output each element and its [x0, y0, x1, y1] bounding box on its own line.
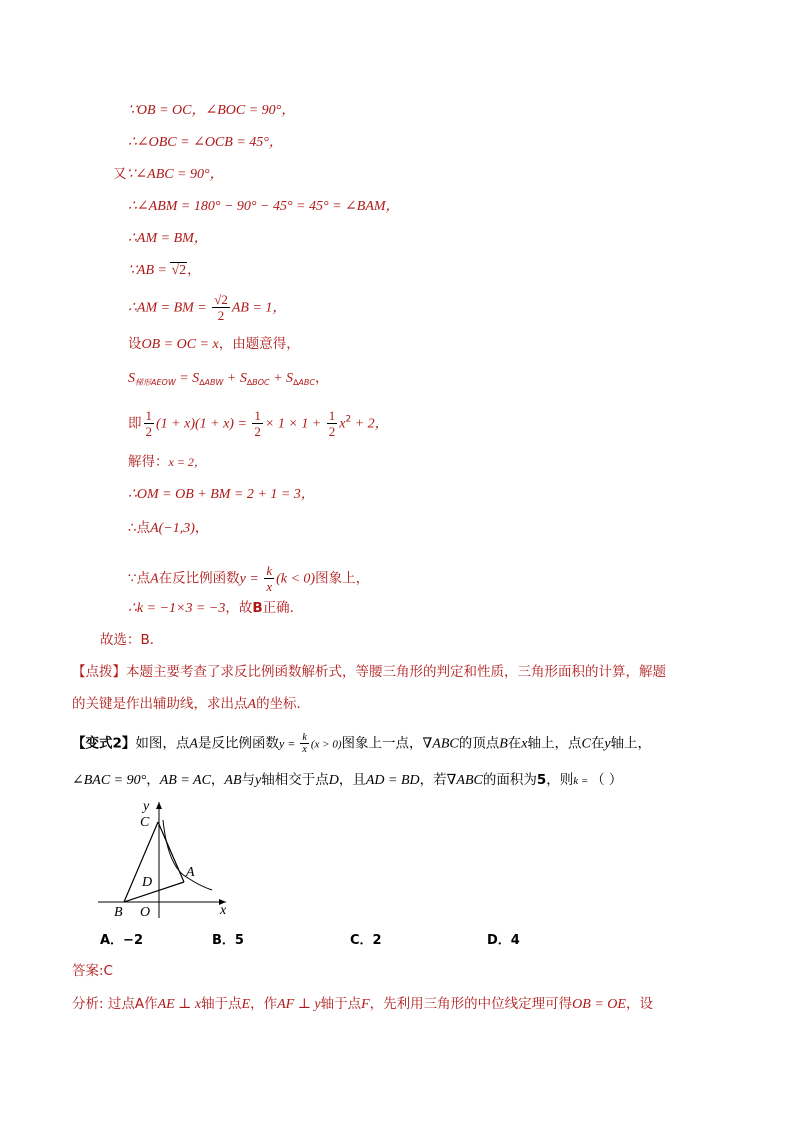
label-C: C — [140, 815, 150, 830]
solution-line-12: ∴OM = OB + BM = 2 + 1 = 3， — [128, 487, 315, 502]
option-b[interactable]: B．5 — [212, 933, 244, 948]
fraction: $\frac{1}{2}$ — [145, 408, 152, 439]
segment-CA — [158, 822, 184, 882]
option-a[interactable]: A．−2 — [100, 933, 143, 948]
solution-line-13: ∴点A(−1,3)， — [128, 520, 209, 536]
label-B: B — [114, 905, 123, 920]
variant-question-line-1: 【变式2】如图，点A是反比例函数y = $\frac{k}{x}$ (x > 0)图象上一点，∇ABC的顶点B在x轴上，点C在y轴上， — [72, 732, 652, 755]
segment-AB — [124, 882, 184, 902]
fraction: $\frac{k}{x}$ — [302, 732, 307, 755]
y-axis-arrow-icon — [156, 802, 162, 809]
final-choice: 故选：B． — [100, 632, 164, 648]
solution-line-3: 又∵∠ABC = 90°， — [113, 166, 224, 182]
label-y: y — [143, 799, 150, 814]
label-O: O — [140, 905, 151, 920]
label-x: x — [220, 903, 227, 918]
solution-line-8: 设OB = OC = x，由题意得， — [128, 336, 300, 352]
solution-line-10: 即 $\frac{1}{2}$ (1 + x)(1 + x) = $\frac{1}{2}$ × 1 × 1 + $\frac{1}{2}$ $x^2 + 2$， — [128, 408, 389, 439]
variant-question-line-2: ∠BAC = 90°，AB = AC，AB与y轴相交于点D，且AD = BD，若∇ABC的面积为5，则k = （ ） — [72, 772, 623, 788]
answer-line: 答案:C — [72, 963, 113, 979]
segment-BC — [124, 822, 158, 902]
tip-paragraph: 【点拨】本题主要考查了求反比例函数解析式，等腰三角形的判定和性质，三角形面积的计算，解题 — [72, 664, 666, 680]
solution-line-4: ∴∠ABM = 180° − 90° − 45° = 45° = ∠BAM， — [128, 199, 400, 214]
solution-line-7: ∴AM = BM = $\frac{√2}{2}$ AB = 1， — [128, 292, 287, 323]
label-D: D — [142, 875, 153, 890]
geometry-figure — [96, 790, 236, 920]
fraction: $\frac{1}{2}$ — [254, 408, 261, 439]
label-A: A — [186, 865, 195, 880]
solution-line-5: ∴AM = BM， — [128, 231, 208, 246]
fraction: $\frac{k}{x}$ — [266, 563, 273, 594]
solution-line-2: ∴∠OBC = ∠OCB = 45°， — [128, 135, 283, 150]
solution-line-6: ∵AB = √2， — [128, 262, 201, 278]
solution-line-14: ∵点A在反比例函数y = $\frac{k}{x}$ (k < 0)图象上， — [128, 563, 370, 594]
fraction: $\frac{1}{2}$ — [328, 408, 336, 439]
analysis-line: 分析: 过点A作AE ⊥ x轴于点E，作AF ⊥ y轴于点F，先利用三角形的中位线定理可得OB = OE，设 — [72, 996, 653, 1012]
solution-line-9: $S_{梯形AEOW} = S_{\Delta ABW} + S_{\Delta BOC} + S_{\Delta ABC}$， — [128, 370, 329, 387]
tip-paragraph-line-2: 的关键是作出辅助线，求出点A的坐标． — [72, 696, 311, 712]
solution-line-15: ∴k = −1×3 = −3，故B正确． — [128, 600, 304, 616]
fraction: $\frac{√2}{2}$ — [214, 292, 228, 323]
solution-line-1: ∵OB = OC，∠BOC = 90°， — [128, 103, 296, 118]
solution-line-11: 解得：x = 2， — [128, 454, 206, 470]
option-d[interactable]: D．4 — [487, 933, 520, 948]
option-c[interactable]: C．2 — [350, 933, 382, 948]
